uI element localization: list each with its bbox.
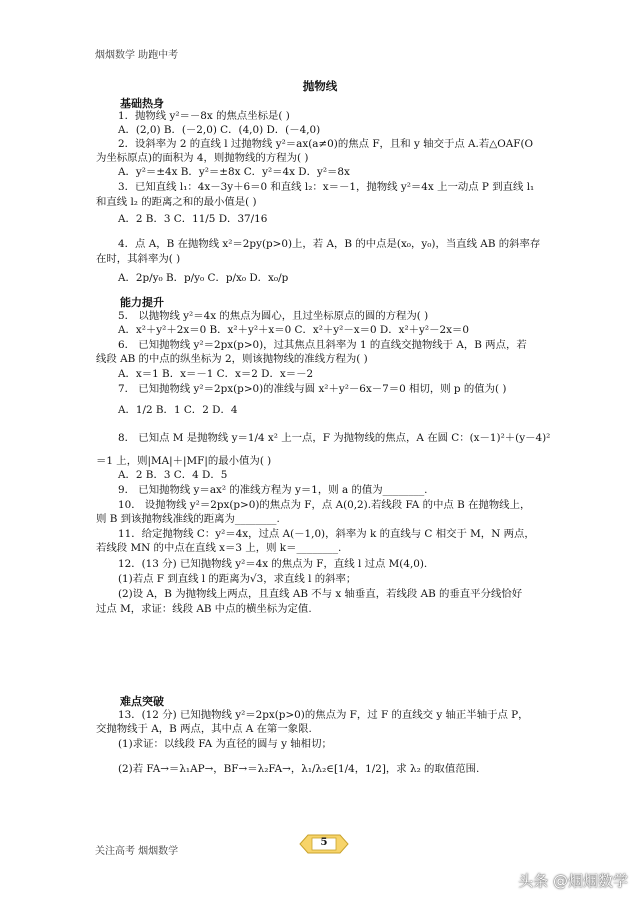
q5-options: A．x²＋y²＋2x＝0 B．x²＋y²＋x＝0 C．x²＋y²－x＝0 D．x²＋y²－2x＝0 [118,324,469,336]
q6-cont: 线段 AB 的中点的纵坐标为 2，则该抛物线的准线方程为( ) [96,353,368,365]
page-number-box [298,833,350,855]
q6: 6． 已知抛物线 y²＝2px(p>0)，过其焦点且斜率为 1 的直线交抛物线于 A，B 两点，若 [118,339,527,351]
q4-cont: 在时，其斜率为( ) [96,253,181,265]
q3: 3．已知直线 l₁：4x－3y＋6＝0 和直线 l₂：x＝－1，抛物线 y²＝4x 上一动点 P 到直线 l₁ [118,181,535,193]
page-number: 5 [320,837,328,848]
q1-options: A．(2,0) B．(－2,0) C．(4,0) D．(－4,0) [118,124,321,136]
section-basic: 基础热身 [120,97,164,110]
q13-cont: 交抛物线于 A，B 两点，其中点 A 在第一象限. [96,723,312,735]
q3-options: A．2 B．3 C．11/5 D．37/16 [118,213,268,225]
footer-left: 关注高考 烟烟数学 [95,846,179,857]
page-title: 抛物线 [302,79,338,93]
q11: 11．给定抛物线 C：y²＝4x，过点 A(－1,0)，斜率为 k 的直线与 C 相交于 M，N 两点， [118,528,535,540]
q7-options: A．1/2 B．1 C．2 D．4 [118,404,238,416]
q11-cont: 若线段 MN 的中点在直线 x＝3 上，则 k＝________. [96,542,342,554]
watermark: 头条 @烟烟数学 [518,872,628,890]
q4-options: A．2p/y₀ B．p/y₀ C．p/x₀ D．x₀/p [118,272,289,284]
q10-cont: 则 B 到该抛物线准线的距离为________. [96,513,280,525]
page-header: 烟烟数学 助跑中考 [95,50,179,61]
q12: 12．(13 分) 已知抛物线 y²＝4x 的焦点为 F，直线 l 过点 M(4,0). [118,558,428,570]
q3-cont: 和直线 l₂ 的距离之和的最小值是( ) [96,196,257,208]
q12-part2: (2)设 A，B 为抛物线上两点，且直线 AB 不与 x 轴垂直，若线段 AB 的垂直平分线恰好 [118,588,523,600]
q13: 13．(12 分) 已知抛物线 y²＝2px(p>0)的焦点为 F，过 F 的直线交 y 轴正半轴于点 P， [118,709,529,721]
q7: 7． 已知抛物线 y²＝2px(p>0)的准线与圆 x²＋y²－6x－7＝0 相切，则 p 的值为( ) [118,383,507,395]
q5: 5． 以抛物线 y²＝4x 的焦点为圆心，且过坐标原点的圆的方程为( ) [118,310,429,322]
q1: 1．抛物线 y²＝－8x 的焦点坐标是( ) [118,110,290,122]
q12-part1: (1)若点 F 到直线 l 的距离为√3，求直线 l 的斜率； [118,573,357,585]
section-hard: 难点突破 [120,695,164,708]
section-advance: 能力提升 [120,296,164,309]
q10: 10． 设抛物线 y²＝2px(p>0)的焦点为 F，点 A(0,2).若线段 FA 的中点 B 在抛物线上， [118,499,531,511]
q9: 9． 已知抛物线 y＝ax² 的准线方程为 y＝1，则 a 的值为________. [118,484,428,496]
q2: 2．设斜率为 2 的直线 l 过抛物线 y²＝ax(a≠0)的焦点 F，且和 y 轴交于点 A.若△OAF(O [118,138,534,150]
q8-cont: ＝1 上，则|MA|＋|MF|的最小值为( ) [96,455,272,467]
q8-options: A．2 B．3 C．4 D．5 [118,469,228,481]
q4: 4．点 A，B 在抛物线 x²＝2py(p>0)上，若 A，B 的中点是(x₀，y₀)，当直线 AB 的斜率存 [118,238,541,250]
q13-part2: (2)若 FA→＝λ₁AP→，BF→＝λ₂FA→，λ₁/λ₂∈[1/4，1/2]，求 λ₂ 的取值范围. [118,763,480,775]
q8: 8． 已知点 M 是抛物线 y＝1/4 x² 上一点，F 为抛物线的焦点，A 在圆 C：(x－1)²＋(y－4)² [118,432,551,444]
q6-options: A．x＝1 B．x＝－1 C．x＝2 D．x＝－2 [118,368,314,380]
q2-options: A．y²＝±4x B．y²＝±8x C．y²＝4x D．y²＝8x [118,166,350,178]
q13-part1: (1)求证：以线段 FA 为直径的圆与 y 轴相切； [118,738,332,750]
q2-cont: 为坐标原点)的面积为 4，则抛物线的方程为( ) [96,152,309,164]
q12-part2-cont: 过点 M，求证：线段 AB 中点的横坐标为定值. [96,603,312,615]
